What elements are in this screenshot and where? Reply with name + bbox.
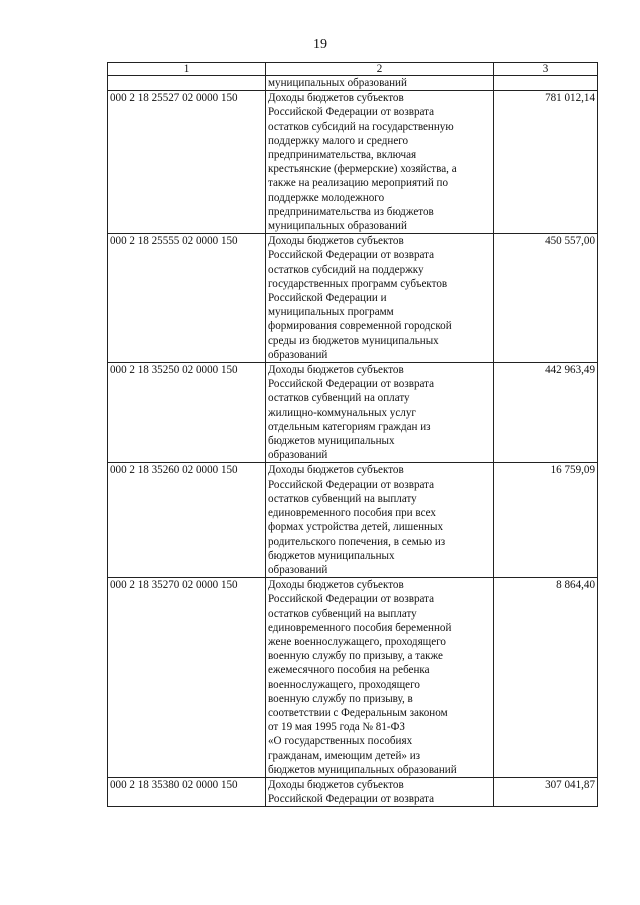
description-line: гражданам, имеющим детей» из: [268, 749, 421, 762]
description-line: муниципальных программ: [268, 306, 394, 319]
description-line: Российской Федерации от возврата: [268, 593, 435, 606]
description-line: Доходы бюджетов субъектов: [268, 579, 404, 592]
description-line: бюджетов муниципальных: [268, 435, 395, 448]
table-row: [108, 234, 598, 363]
continuation-amount-cell: [494, 76, 598, 91]
header-row: [108, 63, 598, 76]
amount-value: 16 759,09: [494, 463, 598, 578]
description-line: поддержке молодежного: [268, 191, 385, 204]
page-number: 19: [313, 37, 327, 52]
column-header-2: 2: [266, 63, 494, 76]
description-line: Российской Федерации и: [268, 292, 387, 305]
column-header-3: 3: [494, 63, 598, 76]
table-row: [108, 363, 598, 463]
income-description: [266, 777, 494, 806]
description-line: соответствии с Федеральным законом: [268, 706, 448, 719]
description-line: также на реализацию мероприятий по: [268, 177, 449, 190]
income-description: [266, 234, 494, 363]
description-line: крестьянские (фермерские) хозяйства, а: [268, 163, 457, 176]
description-line: Доходы бюджетов субъектов: [268, 364, 404, 377]
column-header-1: 1: [108, 63, 266, 76]
description-line: Российской Федерации от возврата: [268, 793, 435, 806]
description-line: остатков субсидий на поддержку: [268, 263, 424, 276]
description-line: бюджетов муниципальных образований: [268, 763, 457, 776]
description-line: единовременного пособия при всех: [268, 507, 436, 520]
table-row: [108, 463, 598, 578]
description-line: среды из бюджетов муниципальных: [268, 334, 439, 347]
table-row: [108, 777, 598, 806]
budget-code: 000 2 18 25555 02 0000 150: [108, 234, 266, 363]
description-line: Доходы бюджетов субъектов: [268, 778, 404, 791]
amount-value: 450 557,00: [494, 234, 598, 363]
income-description: [266, 91, 494, 234]
income-description: [266, 363, 494, 463]
description-line: поддержку малого и среднего: [268, 134, 409, 147]
description-line: Доходы бюджетов субъектов: [268, 235, 404, 248]
budget-code: 000 2 18 35250 02 0000 150: [108, 363, 266, 463]
description-line: остатков субвенций на выплату: [268, 492, 417, 505]
budget-code: 000 2 18 35260 02 0000 150: [108, 463, 266, 578]
description-line: военную службу по призыву, в: [268, 692, 413, 705]
description-line: жилищно-коммунальных услуг: [268, 406, 416, 419]
description-line: образований: [268, 449, 328, 462]
description-line: от 19 мая 1995 года № 81-ФЗ: [268, 721, 405, 734]
description-line: Российской Федерации от возврата: [268, 106, 435, 119]
continuation-row: [108, 76, 598, 91]
budget-code: 000 2 18 35270 02 0000 150: [108, 578, 266, 778]
description-line: государственных программ субъектов: [268, 277, 448, 290]
description-line: бюджетов муниципальных: [268, 549, 395, 562]
description-line: остатков субвенций на выплату: [268, 607, 417, 620]
description-line: жене военнослужащего, проходящего: [268, 635, 446, 648]
table-row: [108, 578, 598, 778]
budget-code: 000 2 18 25527 02 0000 150: [108, 91, 266, 234]
description-line: формирования современной городской: [268, 320, 452, 333]
description-line: остатков субвенций на оплату: [268, 392, 410, 405]
budget-table: [107, 62, 598, 807]
description-line: Российской Федерации от возврата: [268, 378, 435, 391]
description-line: предпринимательства, включая: [268, 149, 417, 162]
income-description: [266, 578, 494, 778]
description-line: единовременного пособия беременной: [268, 621, 452, 634]
description-line: Доходы бюджетов субъектов: [268, 464, 404, 477]
description-line: формах устройства детей, лишенных: [268, 521, 443, 534]
description-line: предпринимательства из бюджетов: [268, 205, 434, 218]
description-line: отдельным категориям граждан из: [268, 420, 431, 433]
amount-value: 442 963,49: [494, 363, 598, 463]
amount-value: 781 012,14: [494, 91, 598, 234]
continuation-code-cell: [108, 76, 266, 91]
budget-code: 000 2 18 35380 02 0000 150: [108, 777, 266, 806]
description-line: образований: [268, 563, 328, 576]
amount-value: 8 864,40: [494, 578, 598, 778]
description-line: ежемесячного пособия на ребенка: [268, 664, 430, 677]
description-line: образований: [268, 348, 328, 361]
amount-value: 307 041,87: [494, 777, 598, 806]
description-line: Доходы бюджетов субъектов: [268, 92, 404, 105]
description-line: военнослужащего, проходящего: [268, 678, 420, 691]
description-line: «О государственных пособиях: [268, 735, 413, 748]
table-row: [108, 91, 598, 234]
income-description: [266, 463, 494, 578]
description-line: родительского попечения, в семью из: [268, 535, 446, 548]
description-line: военную службу по призыву, а также: [268, 650, 443, 663]
description-line: остатков субсидий на государственную: [268, 120, 454, 133]
description-line: Российской Федерации от возврата: [268, 478, 435, 491]
description-line: муниципальных образований: [268, 220, 407, 233]
description-line: Российской Федерации от возврата: [268, 249, 435, 262]
continuation-text: муниципальных образований: [266, 76, 494, 91]
